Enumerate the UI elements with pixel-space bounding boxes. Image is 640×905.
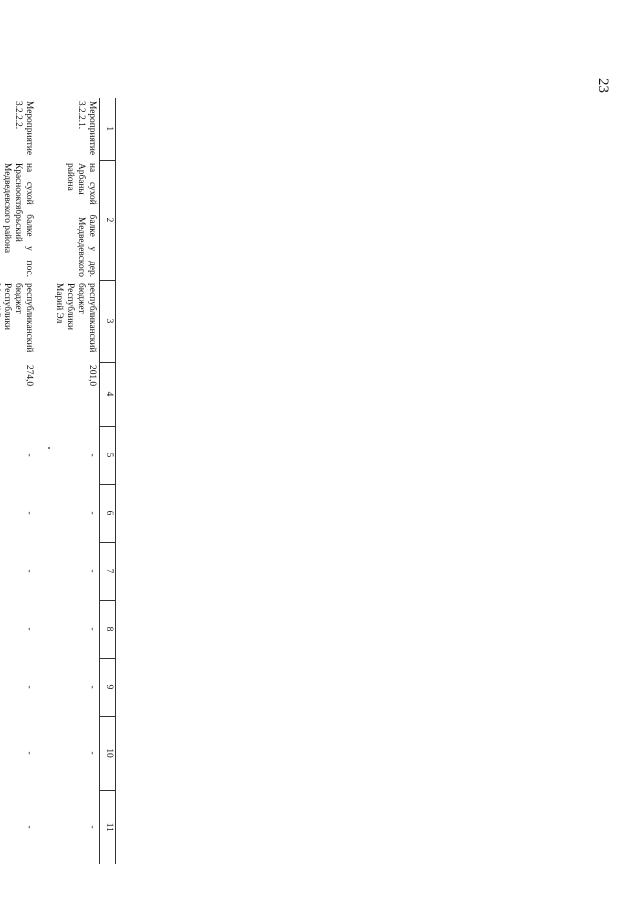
measure-description-cell: на сухой балке у пос. Краснооктябрьский Медведевского района bbox=[2, 163, 34, 277]
page-number: 23 bbox=[595, 78, 611, 93]
amount-cell: 201,0 bbox=[87, 365, 97, 387]
amount-cell: - bbox=[87, 627, 97, 631]
column-header: 8 bbox=[100, 600, 116, 658]
column-header: 10 bbox=[100, 716, 116, 790]
amount-cell: - bbox=[24, 511, 34, 515]
amount-cell: - bbox=[24, 751, 34, 755]
funding-table bbox=[0, 98, 116, 864]
measure-description-cell: на сухой балке у дер. Арбаны Медведевского района bbox=[65, 163, 97, 277]
column-header: 4 bbox=[100, 362, 116, 426]
measure-id-cell: Мероприятие 3.2.2.2. bbox=[13, 101, 34, 156]
amount-cell: - bbox=[24, 825, 34, 829]
funding-source-cell: республиканский бюджет Республики bbox=[2, 283, 34, 353]
column-header: 9 bbox=[100, 658, 116, 716]
table-row bbox=[0, 98, 36, 864]
column-header: 1 bbox=[100, 98, 116, 160]
amount-cell: - bbox=[87, 453, 97, 457]
amount-cell: - bbox=[87, 511, 97, 515]
measure-id-cell: Мероприятие 3.2.2.1. bbox=[76, 101, 97, 156]
rotated-table-container bbox=[0, 98, 116, 864]
funding-source-cell: республиканский бюджет Республики Марий Эл bbox=[54, 283, 97, 353]
column-header: 3 bbox=[100, 280, 116, 362]
amount-cell: - bbox=[87, 751, 97, 755]
column-header: 5 bbox=[100, 426, 116, 484]
table-row bbox=[36, 98, 100, 864]
amount-cell: - bbox=[24, 453, 34, 457]
amount-cell: - bbox=[87, 825, 97, 829]
column-header: 6 bbox=[100, 484, 116, 542]
amount-cell: - bbox=[87, 685, 97, 689]
column-header: 2 bbox=[100, 160, 116, 280]
amount-cell: - bbox=[24, 627, 34, 631]
amount-cell: - bbox=[24, 569, 34, 573]
column-header: 11 bbox=[100, 790, 116, 864]
column-header: 7 bbox=[100, 542, 116, 600]
amount-cell: - bbox=[24, 685, 34, 689]
amount-cell: 274,0 bbox=[24, 365, 34, 387]
table-header-row bbox=[100, 98, 116, 864]
amount-cell: - bbox=[87, 569, 97, 573]
